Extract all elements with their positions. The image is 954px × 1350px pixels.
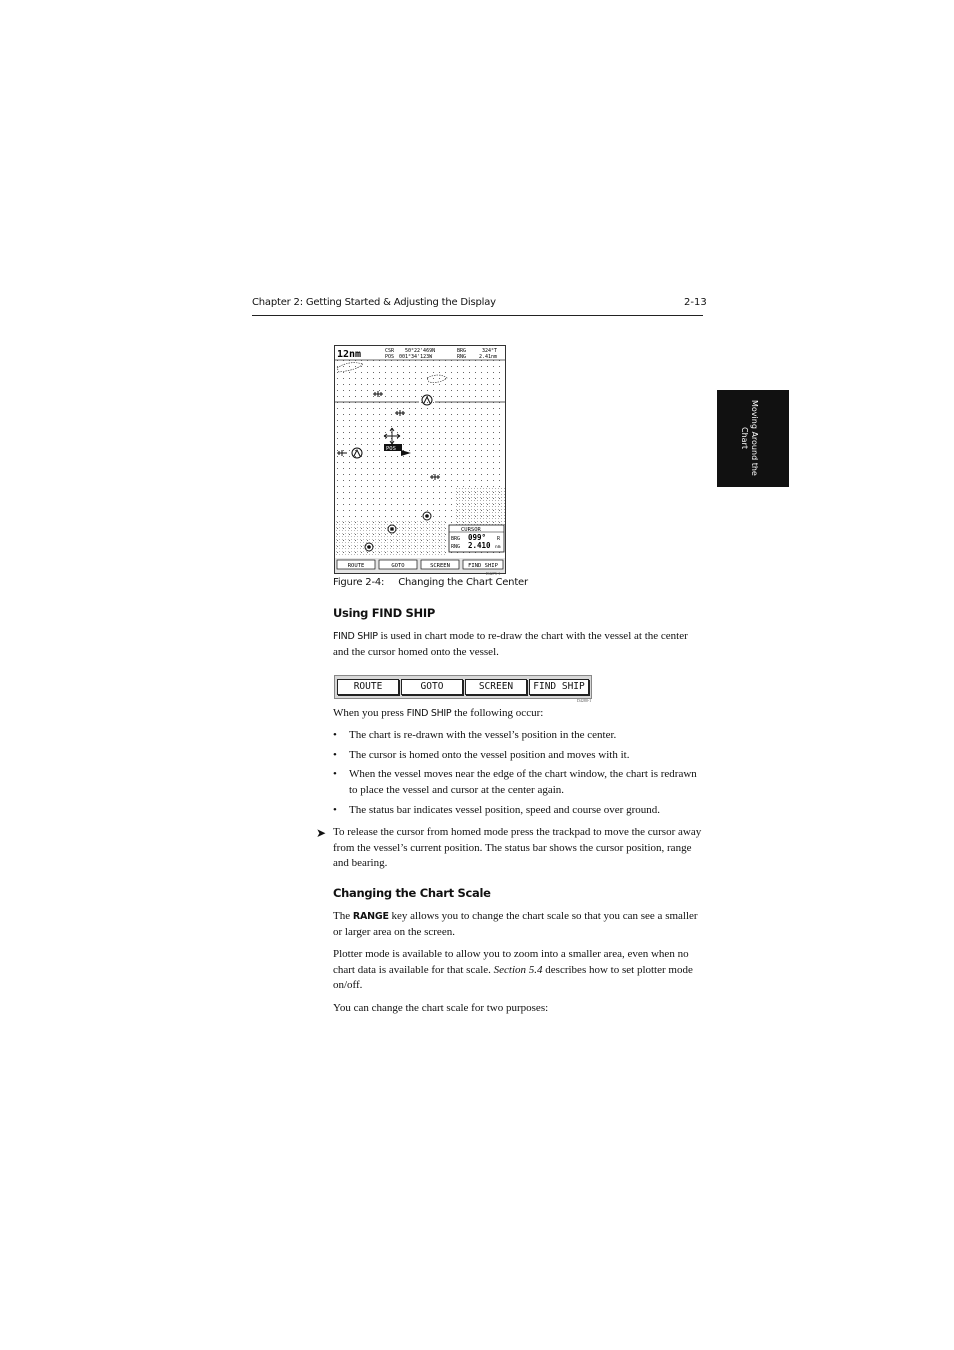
find-ship-key-text: FIND SHIP	[333, 631, 378, 642]
brg-label: BRG	[457, 348, 467, 354]
brg-value: 324°T	[482, 348, 498, 354]
find-ship-intro	[333, 629, 705, 660]
cursor-rng-value: 2.410	[468, 541, 491, 550]
pos-label: POS	[385, 354, 395, 360]
csr-lat: 50°22'469N	[405, 348, 436, 354]
when-press-line	[333, 706, 705, 722]
list-item: • The status bar indicates vessel position, speed and course over ground.	[333, 803, 660, 816]
plotter-mode-paragraph: Plotter mode is available to allow you to zoom into a smaller area, even when no chart data is available for that scale. Section 5.4 describes how to set plotter mode on/off.	[333, 948, 693, 992]
cursor-rng-unit: nm	[495, 545, 501, 550]
rng-value: 2.41nm	[479, 354, 498, 360]
list-item: • The cursor is homed onto the vessel position and moves with it.	[333, 748, 630, 761]
figure-number: Figure 2-4:	[333, 577, 385, 588]
chart-softkey-screen	[421, 560, 459, 569]
purposes-paragraph: You can change the chart scale for two purposes:	[333, 1002, 549, 1014]
range-key-text: RANGE	[352, 911, 389, 922]
note-paragraph: To release the cursor from homed mode press the trackpad to move the cursor away from the vessel’s current position. The status bar shows the cursor position, range and bearing.	[333, 826, 702, 870]
figure-id: D4275-1	[486, 571, 501, 576]
note-arrow-icon: ➤	[316, 826, 327, 840]
page-number: 2-13	[684, 297, 707, 308]
route-softkey[interactable]: ROUTE	[337, 679, 399, 695]
cursor-rng-label: RNG	[451, 544, 461, 550]
section-heading-chart-scale: Changing the Chart Scale	[333, 886, 491, 900]
when-pre: When you press	[333, 707, 407, 719]
section-heading-find-ship: Using FIND SHIP	[333, 606, 435, 620]
cursor-brg-label: BRG	[451, 536, 461, 542]
goto-softkey[interactable]: GOTO	[401, 679, 463, 695]
list-item: • The chart is re-drawn with the vessel’s position in the center.	[333, 729, 617, 741]
figure-title: Changing the Chart Center	[398, 577, 528, 588]
header-rule	[252, 315, 703, 316]
svg-text:ROUTE: ROUTE	[347, 563, 365, 569]
find-ship-intro-text: is used in chart mode to re-draw the chart with the vessel at the center and the cursor homed onto the vessel.	[333, 630, 688, 658]
running-header-chapter: Chapter 2: Getting Started & Adjusting the Display	[252, 297, 496, 308]
cursor-box-title: CURSOR	[461, 527, 481, 533]
chart-softkey-find-ship	[463, 560, 503, 569]
cursor-brg-unit: R	[497, 536, 501, 542]
chart-display-screenshot	[334, 345, 506, 574]
list-item: • When the vessel moves near the edge of the chart window, the chart is redrawn to place the vessel and cursor at the center again.	[333, 768, 697, 797]
when-post: the following occur:	[451, 707, 544, 719]
svg-text:SCREEN: SCREEN	[430, 563, 450, 569]
range-readout: 12nm	[337, 349, 362, 360]
chart-display-graphic	[335, 346, 505, 573]
section-reference: Section 5.4	[493, 963, 543, 976]
cursor-brg-value: 099°	[468, 533, 487, 542]
side-tab-label: Moving Around the Chart	[740, 400, 759, 476]
range-key-paragraph: The RANGE key allows you to change the chart scale so that you can see a smaller or larger area on the screen.	[333, 910, 698, 938]
when-key: FIND SHIP	[406, 708, 452, 719]
rng-label: RNG	[457, 354, 467, 360]
svg-text:FIND SHIP: FIND SHIP	[468, 563, 498, 569]
pos-tag: POS	[386, 446, 396, 452]
find-ship-effects-list	[333, 728, 705, 823]
find-ship-softkey[interactable]: FIND SHIP	[529, 679, 589, 695]
softkey-bar	[334, 675, 592, 699]
svg-text:GOTO: GOTO	[391, 563, 405, 569]
csr-lon: 001°34'123W	[399, 354, 433, 360]
softkey-figure-id: D4280-1	[577, 698, 592, 703]
chart-softkey-goto	[379, 560, 417, 569]
csr-label: CSR	[385, 348, 395, 354]
chart-softkey-route	[337, 560, 375, 569]
figure-caption	[333, 577, 528, 588]
screen-softkey[interactable]: SCREEN	[465, 679, 527, 695]
chapter-side-tab	[717, 390, 789, 487]
